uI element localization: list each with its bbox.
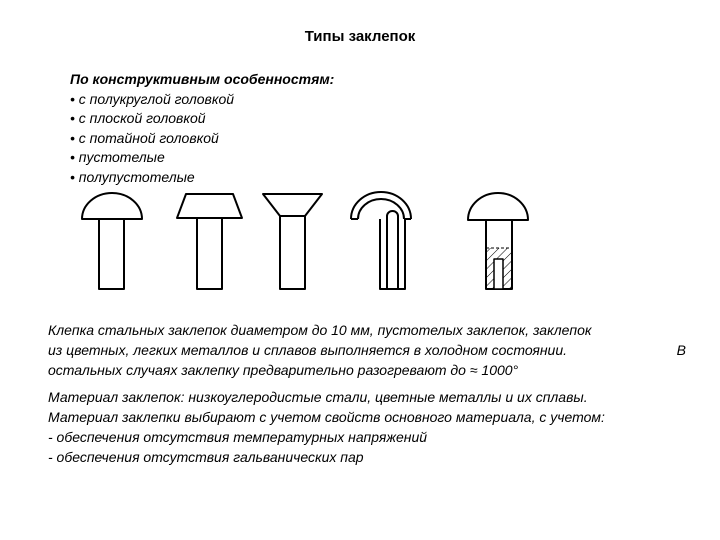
semi-hollow-rivet-icon bbox=[468, 193, 528, 290]
riveting-line bbox=[48, 360, 688, 380]
riveting-line bbox=[48, 320, 688, 340]
material-line: - обеспечения отсутствия гальванических пар bbox=[48, 449, 364, 465]
flat-head-rivet-icon bbox=[177, 194, 242, 289]
riveting-text-tail: В bbox=[676, 342, 686, 358]
material-paragraph bbox=[48, 387, 605, 467]
riveting-line bbox=[48, 340, 688, 360]
riveting-text: Клепка стальных заклепок диаметром до 10 мм, пустотелых заклепок, заклепок bbox=[48, 322, 592, 338]
riveting-text: из цветных, легких металлов и сплавов выполняется в холодном состоянии. bbox=[48, 342, 568, 358]
list-item: • с полукруглой головкой bbox=[70, 90, 235, 107]
material-line: Материал заклепки выбирают с учетом свойств основного материала, с учетом: bbox=[48, 409, 605, 425]
list-item: • с потайной головкой bbox=[70, 129, 219, 146]
list-item: • пустотелые bbox=[70, 149, 165, 165]
material-line: - обеспечения отсутствия температурных напряжений bbox=[48, 429, 428, 445]
round-head-rivet-icon bbox=[82, 193, 142, 289]
countersunk-head-rivet-icon bbox=[263, 194, 322, 289]
riveting-paragraph bbox=[48, 320, 688, 380]
hollow-rivet-icon bbox=[351, 192, 411, 289]
features-heading: По конструктивным особенностям: bbox=[70, 71, 335, 87]
riveting-text: остальных случаях заклепку предварительно разогревают до ≈ 1000° bbox=[48, 362, 519, 378]
page-title: Типы заклепок bbox=[304, 28, 416, 45]
material-line: Материал заклепок: низкоуглеродистые стали, цветные металлы и их сплавы. bbox=[48, 389, 588, 405]
list-item: • с плоской головкой bbox=[70, 110, 206, 126]
list-item: • полупустотелые bbox=[70, 168, 195, 185]
